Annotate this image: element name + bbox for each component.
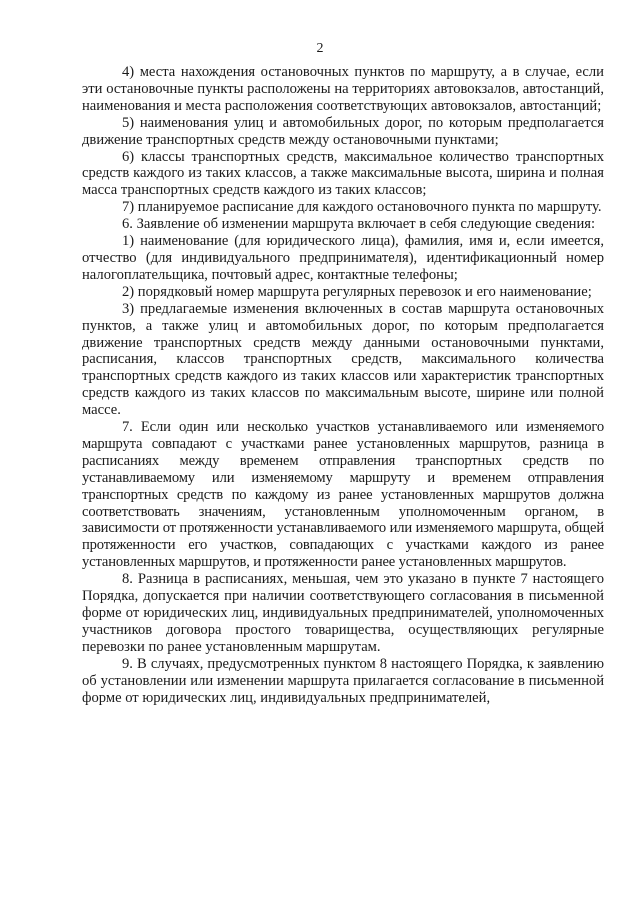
paragraph-item-6-1: 1) наименование (для юридического лица), фамилия, имя и, если имеется, отчество (для индивидуального предпринимателя), идентификационный номер налогоплательщика, почтовый адрес, контактные телефоны; bbox=[82, 233, 604, 283]
paragraph-clause-9: 9. В случаях, предусмотренных пунктом 8 настоящего Порядка, к заявлению об установлении или изменении маршрута прилагается согласование в письменной форме от юридических лиц, индивидуальных предпринимателей, bbox=[82, 655, 604, 706]
paragraph-clause-7: 7. Если один или несколько участков устанавливаемого или изменяемого маршрута совпадают с участками ранее установленных маршрутов, разница в расписаниях между временем отправления транспортных средств по устанавливаемому или изменяемому маршруту и временем отправления транспортных средств по каждому из ранее установленных маршрутов должна соответствовать значениям, установленным уполномоченным органом, в зависимости от протяженности устанавливаемого или изменяемого маршрута, общей протяженности его участков, совпадающих с участками каждого из ранее установленных маршрутов, и протяженности ранее установленных маршрутов. bbox=[82, 419, 604, 571]
paragraph-item-4: 4) места нахождения остановочных пунктов по маршруту, а в случае, если эти остановочные пункты расположены на территориях автовокзалов, автостанций, наименования и места расположения соответствующих автовокзалов, автостанций; bbox=[82, 64, 604, 114]
paragraph-clause-8: 8. Разница в расписаниях, меньшая, чем это указано в пункте 7 настоящего Порядка, допускается при наличии соответствующего согласования в письменной форме от юридических лиц, индивидуальных предпринимателей, уполномоченных участников договора простого товарищества, осуществляющих регулярные перевозки по ранее установленным маршрутам. bbox=[82, 571, 604, 655]
paragraph-item-5: 5) наименования улиц и автомобильных дорог, по которым предполагается движение транспортных средств между остановочными пунктами; bbox=[82, 114, 604, 148]
paragraph-item-6-2: 2) порядковый номер маршрута регулярных перевозок и его наименование; bbox=[122, 283, 592, 300]
paragraph-item-6: 6) классы транспортных средств, максимальное количество транспортных средств каждого из таких классов, а также максимальные высота, ширина и полная масса транспортных средств каждого из таких классов; bbox=[82, 148, 604, 199]
paragraph-clause-6: 6. Заявление об изменении маршрута включает в себя следующие сведения: bbox=[122, 216, 596, 233]
paragraph-item-6-3: 3) предлагаемые изменения включенных в состав маршрута остановочных пунктов, а также улиц и автомобильных дорог, по которым предполагается движение транспортных средств между данными остановочными пунктами, расписания, классов транспортных средств, максимального количества транспортных средств каждого из таких классов или характеристик транспортных средств каждого из таких классов по максимальным высоте, ширине или полной массе. bbox=[82, 300, 604, 419]
page-number: 2 bbox=[316, 41, 324, 56]
paragraph-item-7: 7) планируемое расписание для каждого остановочного пункта по маршруту. bbox=[122, 199, 602, 216]
document-body bbox=[82, 64, 604, 706]
